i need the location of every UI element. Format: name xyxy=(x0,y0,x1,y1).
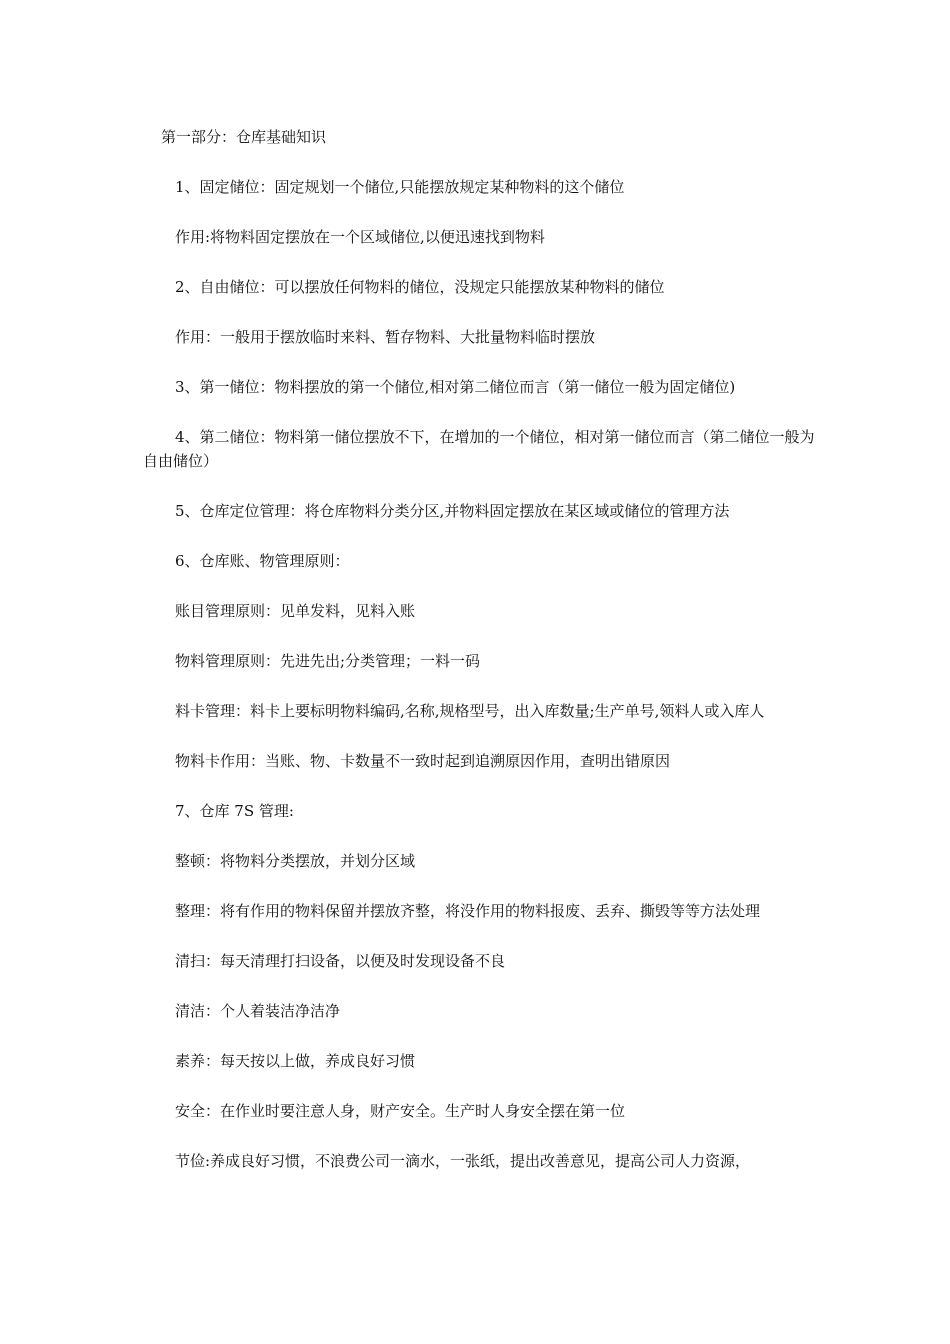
paragraph: 节俭:养成良好习惯，不浪费公司一滴水，一张纸，提出改善意见，提高公司人力资源， xyxy=(175,1152,751,1170)
paragraph: 素养：每天按以上做，养成良好习惯 xyxy=(175,1052,416,1070)
paragraph: 3、第一储位：物料摆放的第一个储位,相对第二储位而言（第一储位一般为固定储位) xyxy=(175,378,736,396)
paragraph: 作用:将物料固定摆放在一个区域储位,以便迅速找到物料 xyxy=(175,228,545,246)
paragraph: 物料管理原则：先进先出;分类管理；一料一码 xyxy=(175,652,481,670)
paragraph: 7、仓库 7S 管理: xyxy=(175,802,294,820)
paragraph: 6、仓库账、物管理原则： xyxy=(175,552,350,570)
paragraph: 物料卡作用：当账、物、卡数量不一致时起到追溯原因作用，查明出错原因 xyxy=(175,752,671,770)
paragraph: 料卡管理：料卡上要标明物料编码,名称,规格型号，出入库数量;生产单号,领料人或入库人 xyxy=(175,702,765,720)
document-body xyxy=(143,125,815,1173)
paragraph: 清洁：个人着装洁净洁净 xyxy=(175,1002,341,1020)
section-title: 第一部分：仓库基础知识 xyxy=(161,128,327,146)
paragraph: 5、仓库定位管理：将仓库物料分类分区,并物料固定摆放在某区域或储位的管理方法 xyxy=(175,502,730,520)
paragraph: 作用：一般用于摆放临时来料、暂存物料、大批量物料临时摆放 xyxy=(175,328,596,346)
paragraph: 4、第二储位：物料第一储位摆放不下，在增加的一个储位，相对第一储位而言（第二储位一般为自由储位） xyxy=(143,428,815,470)
paragraph: 安全：在作业时要注意人身，财产安全。生产时人身安全摆在第一位 xyxy=(175,1102,626,1120)
paragraph: 2、自由储位：可以摆放任何物料的储位，没规定只能摆放某种物料的储位 xyxy=(175,278,665,296)
paragraph: 1、固定储位：固定规划一个储位,只能摆放规定某种物料的这个储位 xyxy=(175,178,625,196)
paragraph: 整理：将有作用的物料保留并摆放齐整，将没作用的物料报废、丢弃、撕毁等等方法处理 xyxy=(175,902,761,920)
paragraph: 账目管理原则：见单发料，见料入账 xyxy=(175,602,416,620)
paragraph: 清扫：每天清理打扫设备，以便及时发现设备不良 xyxy=(175,952,506,970)
paragraph: 整顿：将物料分类摆放，并划分区域 xyxy=(175,852,416,870)
